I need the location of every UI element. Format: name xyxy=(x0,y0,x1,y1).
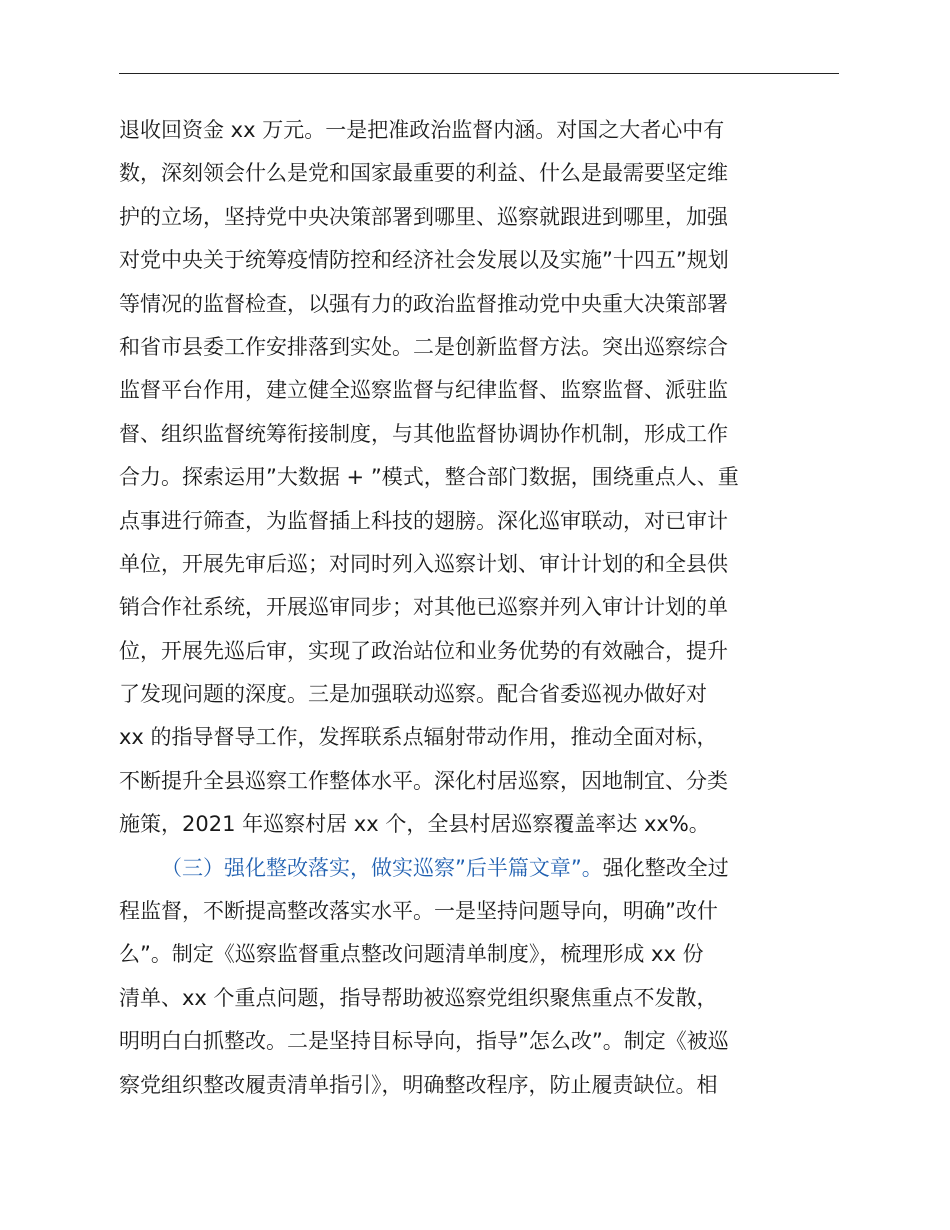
paragraph-line: 监督平台作用，建立健全巡察监督与纪律监督、监察监督、派驻监 xyxy=(119,378,728,403)
paragraph-line: 不断提升全县巡察工作整体水平。深化村居巡察，因地制宜、分类 xyxy=(119,768,728,793)
paragraph-line: 销合作社系统，开展巡审同步；对其他已巡察并列入审计计划的单 xyxy=(119,595,728,620)
paragraph-line: 对党中央关于统筹疫情防控和经济社会发展以及实施”十四五”规划 xyxy=(119,248,729,273)
paragraph-line: 等情况的监督检查，以强有力的政治监督推动党中央重大决策部署 xyxy=(119,291,728,316)
section-heading: （三）强化整改落实，做实巡察”后半篇文章”。 xyxy=(161,855,603,880)
paragraph-line: 么”。制定《巡察监督重点整改问题清单制度》，梳理形成 xx 份 xyxy=(119,942,704,967)
paragraph-line: 单位，开展先审后巡；对同时列入巡察计划、审计计划的和全县供 xyxy=(119,551,728,576)
section-first-line-text: 强化整改全过 xyxy=(602,855,729,880)
paragraph-line: 护的立场，坚持党中央决策部署到哪里、巡察就跟进到哪里，加强 xyxy=(119,204,728,229)
paragraph-line: xx 的指导督导工作，发挥联系点辐射带动作用，推动全面对标， xyxy=(119,725,718,750)
paragraph-line: 位，开展先巡后审，实现了政治站位和业务优势的有效融合，提升 xyxy=(119,638,728,663)
paragraph-line: 和省市县委工作安排落到实处。二是创新监督方法。突出巡察综合 xyxy=(119,334,728,359)
paragraph-line: 了发现问题的深度。三是加强联动巡察。配合省委巡视办做好对 xyxy=(119,682,707,707)
paragraph-line: 程监督，不断提高整改落实水平。一是坚持问题导向，明确”改什 xyxy=(119,899,718,924)
paragraph-line: 清单、xx 个重点问题，指导帮助被巡察党组织聚焦重点不发散， xyxy=(119,985,718,1010)
body-text xyxy=(119,109,843,1107)
paragraph-line: 数，深刻领会什么是党和国家最重要的利益、什么是最需要坚定维 xyxy=(119,161,728,186)
paragraph-line: 督、组织监督统筹衔接制度，与其他监督协调协作机制，形成工作 xyxy=(119,421,728,446)
paragraph-line: 点事进行筛查，为监督插上科技的翅膀。深化巡审联动，对已审计 xyxy=(119,508,728,533)
header-rule xyxy=(119,73,839,74)
paragraph-line: 明明白白抓整改。二是坚持目标导向，指导”怎么改”。制定《被巡 xyxy=(119,1029,729,1054)
paragraph-line: 退收回资金 xx 万元。一是把准政治监督内涵。对国之大者心中有 xyxy=(119,118,725,142)
section-first-line xyxy=(119,847,843,890)
paragraph-line: 察党组织整改履责清单指引》，明确整改程序，防止履责缺位。相 xyxy=(119,1072,718,1097)
paragraph-line: 合力。探索运用”大数据 + ”模式，整合部门数据，围绕重点人、重 xyxy=(119,465,739,490)
paragraph-line: 施策，2021 年巡察村居 xx 个，全县村居巡察覆盖率达 xx%。 xyxy=(119,812,710,837)
